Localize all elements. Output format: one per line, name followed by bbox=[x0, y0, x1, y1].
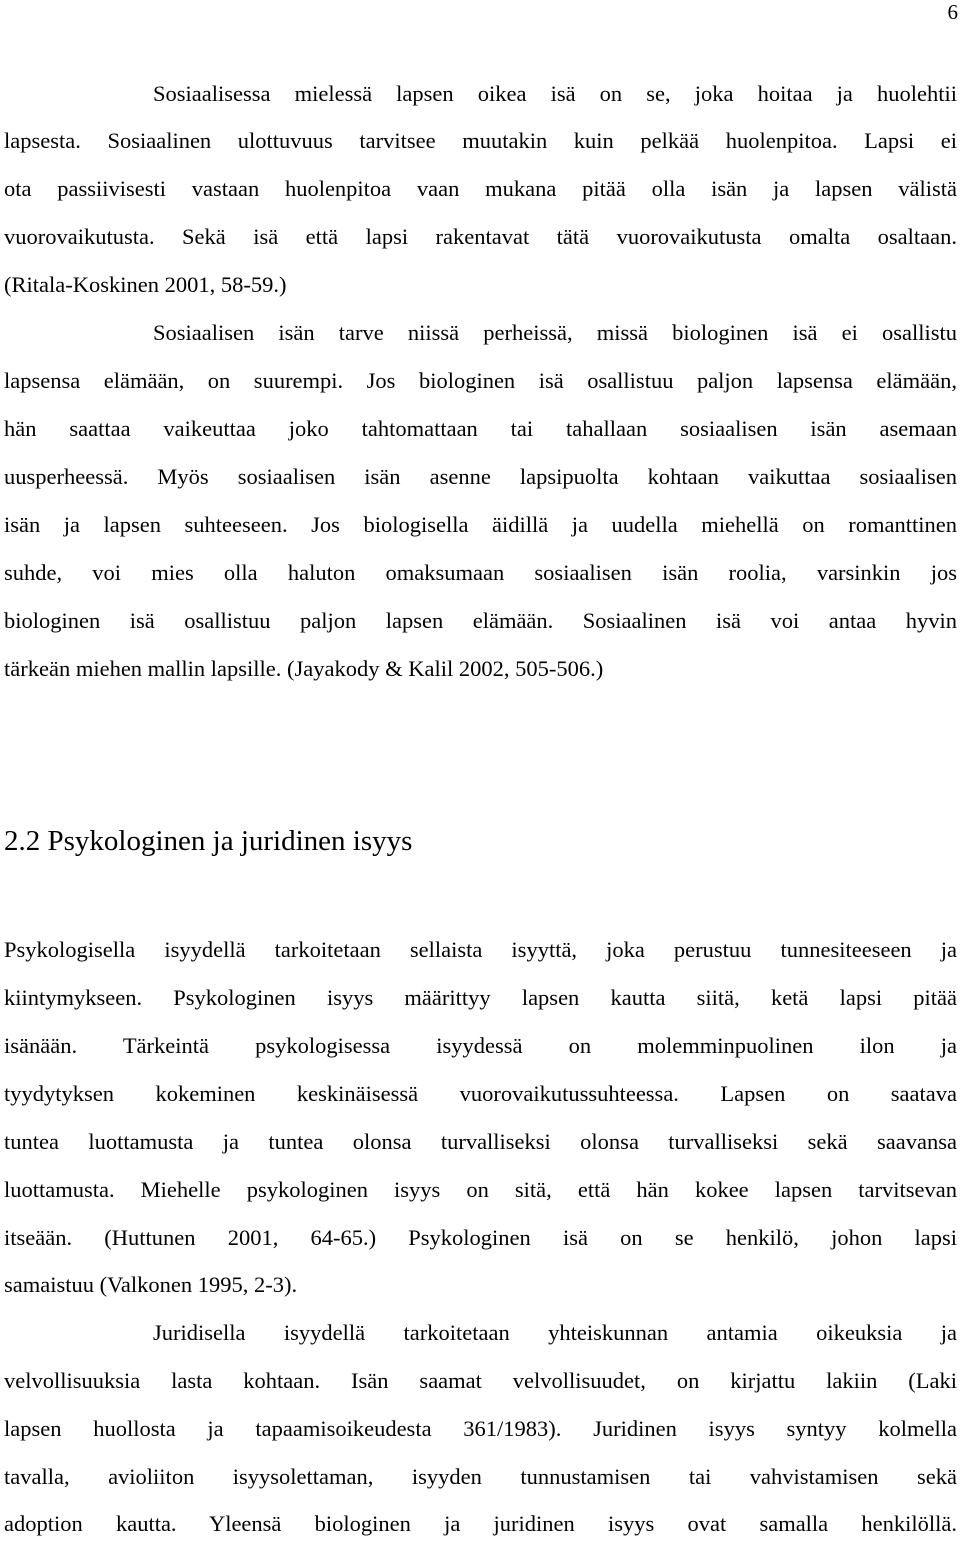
text-line: uusperheessä. Myös sosiaalisen isän asenne lapsipuolta kohtaan vaikuttaa sosiaalisen bbox=[4, 464, 957, 489]
text-line: samaistuu (Valkonen 1995, 2-3). bbox=[4, 1272, 298, 1297]
text-line: adoption kautta. Yleensä biologinen ja juridinen isyys ovat samalla henkilöllä. bbox=[4, 1511, 957, 1536]
text-line: Sosiaalisessa mielessä lapsen oikea isä on se, joka hoitaa ja huolehtii bbox=[153, 81, 957, 106]
text-line: tuntea luottamusta ja tuntea olonsa turvalliseksi olonsa turvalliseksi sekä saavansa bbox=[4, 1129, 957, 1154]
text-line: luottamusta. Miehelle psykologinen isyys on sitä, että hän kokee lapsen tarvitsevan bbox=[4, 1177, 957, 1202]
text-line: tärkeän miehen mallin lapsille. (Jayakody & Kalil 2002, 505-506.) bbox=[4, 656, 604, 681]
section-heading: 2.2 Psykologinen ja juridinen isyys bbox=[4, 825, 413, 857]
text-line: biologinen isä osallistuu paljon lapsen elämään. Sosiaalinen isä voi antaa hyvin bbox=[4, 608, 957, 633]
text-line: itseään. (Huttunen 2001, 64-65.) Psykologinen isä on se henkilö, johon lapsi bbox=[4, 1225, 957, 1250]
text-line: tavalla, avioliiton isyysolettaman, isyyden tunnustamisen tai vahvistamisen sekä bbox=[4, 1464, 957, 1489]
text-line: lapsen huollosta ja tapaamisoikeudesta 361/1983). Juridinen isyys syntyy kolmella bbox=[4, 1416, 957, 1441]
text-line: kiintymykseen. Psykologinen isyys määrittyy lapsen kautta siitä, ketä lapsi pitää bbox=[4, 985, 957, 1010]
text-line: suhde, voi mies olla haluton omaksumaan sosiaalisen isän roolia, varsinkin jos bbox=[4, 560, 957, 585]
text-line: Psykologisella isyydellä tarkoitetaan sellaista isyyttä, joka perustuu tunnesiteeseen ja bbox=[4, 937, 957, 962]
text-line: Juridisella isyydellä tarkoitetaan yhteiskunnan antamia oikeuksia ja bbox=[153, 1320, 957, 1345]
text-line: lapsensa elämään, on suurempi. Jos biologinen isä osallistuu paljon lapsensa elämään, bbox=[4, 368, 957, 393]
page-number: 6 bbox=[947, 0, 958, 24]
text-line: isän ja lapsen suhteeseen. Jos biologisella äidillä ja uudella miehellä on romanttinen bbox=[4, 512, 957, 537]
text-line: velvollisuuksia lasta kohtaan. Isän saamat velvollisuudet, on kirjattu lakiin (Laki bbox=[4, 1368, 957, 1393]
text-line: (Ritala-Koskinen 2001, 58-59.) bbox=[4, 272, 287, 297]
text-line: lapsesta. Sosiaalinen ulottuvuus tarvitsee muutakin kuin pelkää huolenpitoa. Lapsi ei bbox=[4, 128, 957, 153]
text-line: ota passiivisesti vastaan huolenpitoa vaan mukana pitää olla isän ja lapsen välistä bbox=[4, 176, 957, 201]
text-line: isänään. Tärkeintä psykologisessa isyydessä on molemminpuolinen ilon ja bbox=[4, 1033, 957, 1058]
text-line: tyydytyksen kokeminen keskinäisessä vuorovaikutussuhteessa. Lapsen on saatava bbox=[4, 1081, 957, 1106]
text-line: Sosiaalisen isän tarve niissä perheissä, missä biologinen isä ei osallistu bbox=[153, 320, 957, 345]
text-line: vuorovaikutusta. Sekä isä että lapsi rakentavat tätä vuorovaikutusta omalta osaltaan. bbox=[4, 224, 957, 249]
text-line: hän saattaa vaikeuttaa joko tahtomattaan tai tahallaan sosiaalisen isän asemaan bbox=[4, 416, 957, 441]
